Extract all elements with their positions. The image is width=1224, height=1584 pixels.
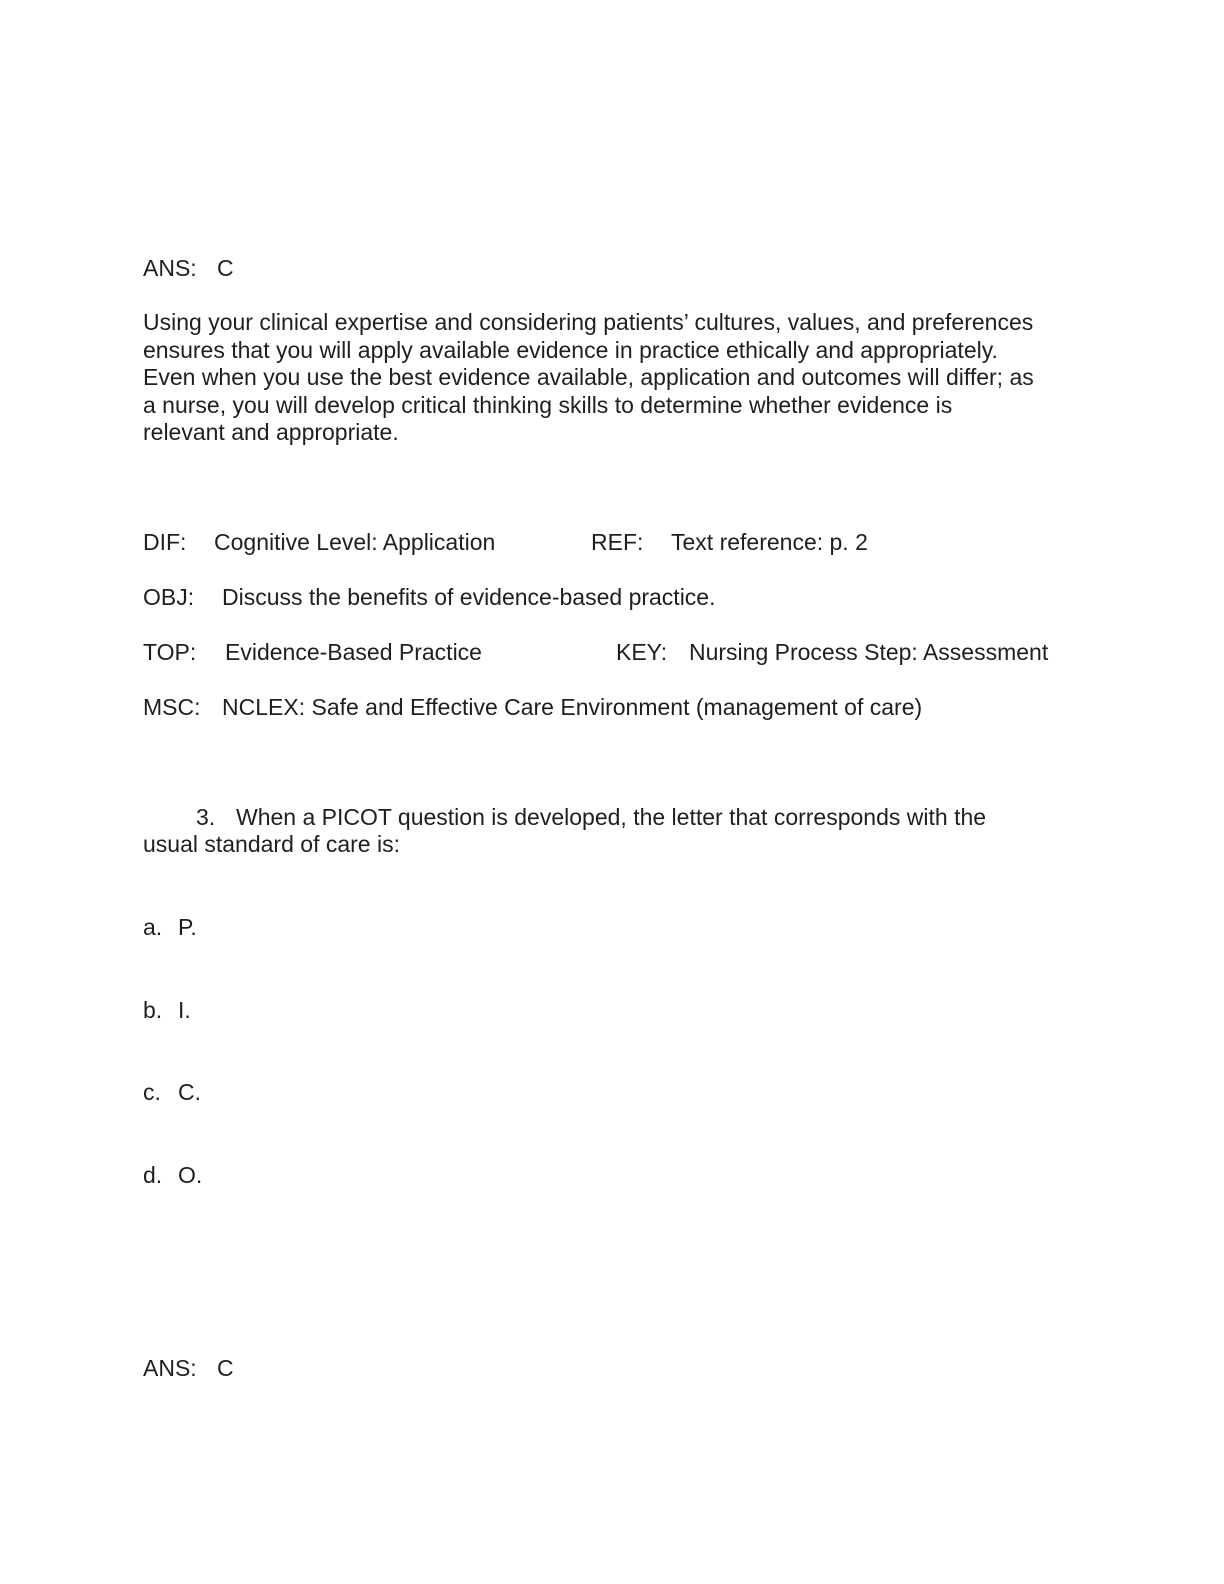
obj-label: OBJ: <box>143 584 195 610</box>
option-d-letter: d. <box>143 1162 163 1188</box>
option-c-text: C. <box>178 1079 201 1105</box>
obj-value: Discuss the benefits of evidence-based practice. <box>222 584 716 610</box>
question-number: 3. <box>196 804 216 830</box>
answer-1-label: ANS: <box>143 255 197 281</box>
answer-1-value: C <box>217 255 234 281</box>
option-a-text: P. <box>178 914 197 940</box>
dif-value: Cognitive Level: Application <box>214 529 496 555</box>
answer-2-value: C <box>217 1355 234 1381</box>
ref-value: Text reference: p. 2 <box>671 529 868 555</box>
top-value: Evidence-Based Practice <box>225 639 482 665</box>
key-value: Nursing Process Step: Assessment <box>689 639 1049 665</box>
question-text-line-1: When a PICOT question is developed, the letter that corresponds with the <box>236 804 987 830</box>
option-a-letter: a. <box>143 914 163 940</box>
dif-label: DIF: <box>143 529 187 555</box>
top-label: TOP: <box>143 639 197 665</box>
question-text-line-2: usual standard of care is: <box>143 831 400 857</box>
ref-label: REF: <box>591 529 644 555</box>
option-b-letter: b. <box>143 997 163 1023</box>
msc-label: MSC: <box>143 694 201 720</box>
option-b-text: I. <box>178 997 191 1023</box>
key-label: KEY: <box>616 639 668 665</box>
answer-2-label: ANS: <box>143 1355 197 1381</box>
rationale-paragraph: Using your clinical expertise and considering patients’ cultures, values, and preferences ensures that you will apply available evidence in practice ethically and appropriately. Even when you use the best evidence available, application and outcomes will differ; as a nurse, you will develop critical thinking skills to determine whether evidence is relevant and appropriate. <box>143 309 1034 445</box>
option-d-text: O. <box>178 1162 203 1188</box>
msc-value: NCLEX: Safe and Effective Care Environment (management of care) <box>222 694 923 720</box>
option-c-letter: c. <box>143 1079 161 1105</box>
